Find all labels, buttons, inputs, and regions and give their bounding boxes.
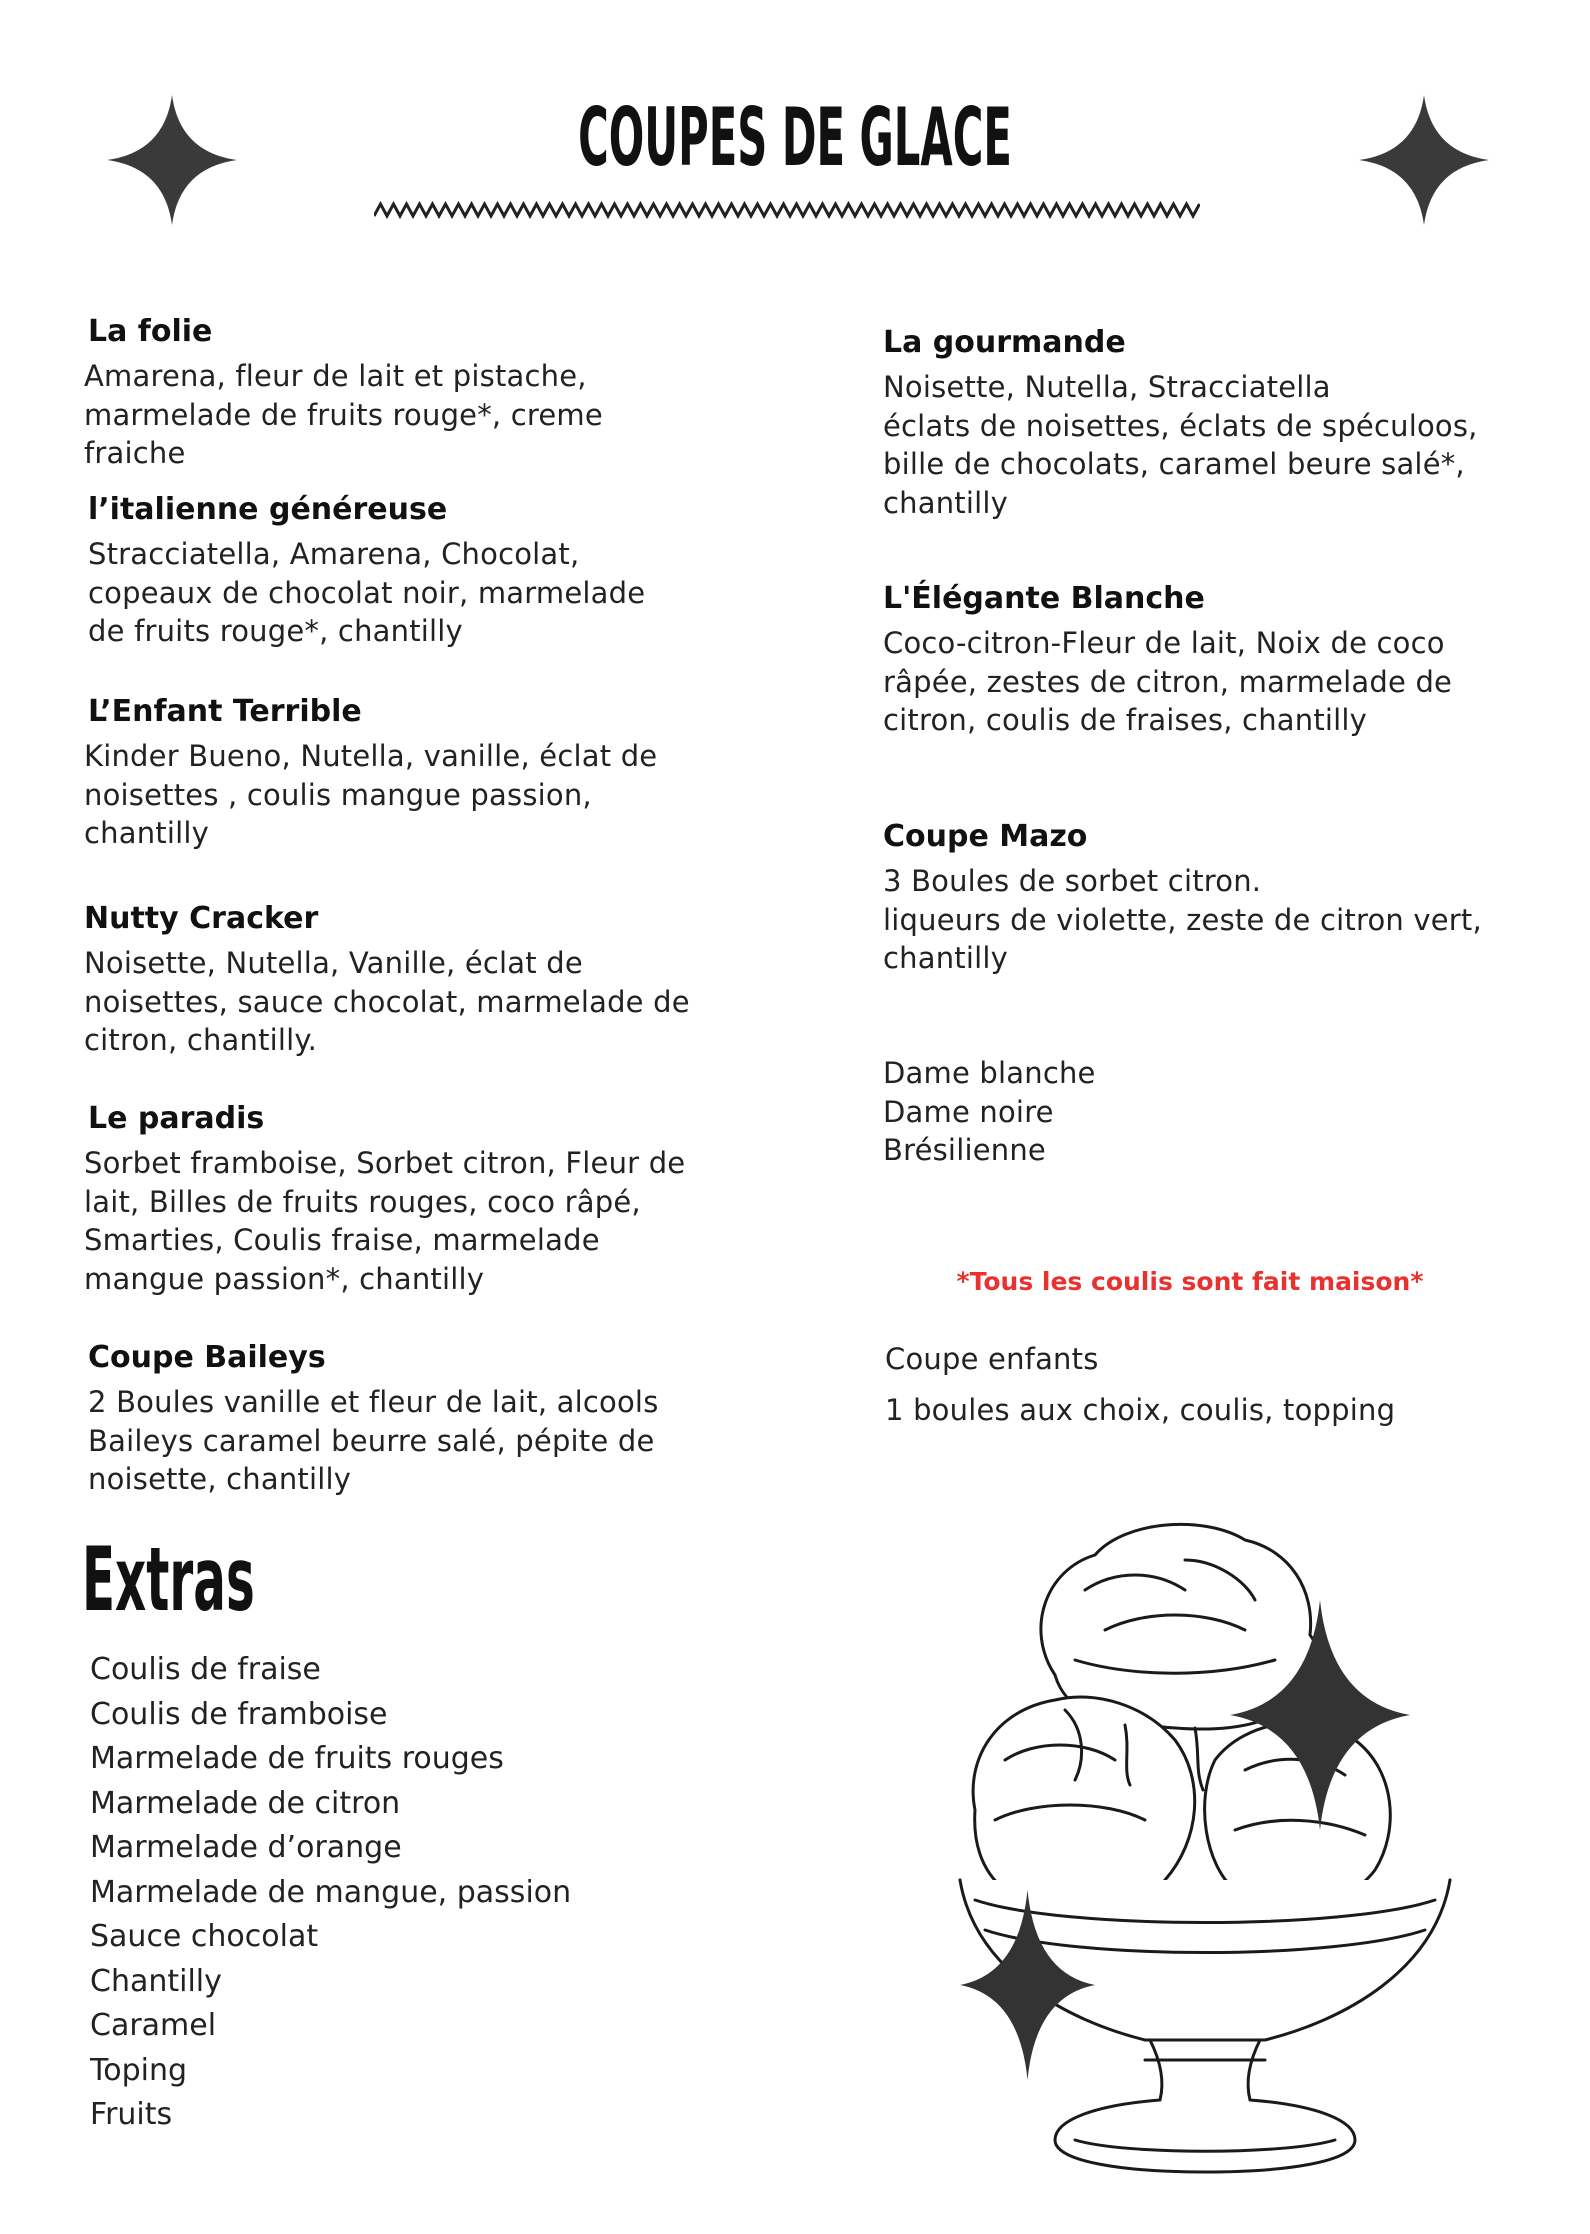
menu-item-elegante-blanche	[880, 580, 1560, 740]
extras-item: Marmelade de citron	[90, 1785, 401, 1821]
extras-item: Sauce chocolat	[90, 1919, 319, 1954]
item-description: Kinder Bueno, Nutella, vanille, éclat de noisettes , coulis mangue passion, chantilly	[84, 739, 658, 850]
item-description: 3 Boules de sorbet citron. liqueurs de violette, zeste de citron vert, chantilly	[883, 864, 1482, 975]
sparkle-star-icon	[104, 95, 240, 225]
classic-item: Dame noire	[883, 1094, 1054, 1129]
extras-item: Marmelade de fruits rouges	[90, 1741, 504, 1776]
ice-cream-sundae-illustration	[945, 1500, 1475, 2180]
item-description: 2 Boules vanille et fleur de lait, alcools Baileys caramel beurre salé, pépite de noisette, chantilly	[88, 1385, 659, 1496]
classic-item: Brésilienne	[883, 1133, 1046, 1167]
classic-item: Dame blanche	[883, 1056, 1096, 1090]
extras-item: Coulis de framboise	[90, 1696, 388, 1732]
extras-item: Fruits	[90, 2097, 173, 2132]
item-name: Coupe Mazo	[883, 819, 1088, 854]
menu-item-enfant-terrible	[84, 693, 764, 853]
item-description: Noisette, Nutella, Stracciatella éclats de noisettes, éclats de spéculoos, bille de chocolats, caramel beure salé*, chantilly	[883, 370, 1478, 520]
sparkle-star-icon	[960, 1890, 1095, 2080]
page-title: COUPES DE GLACE	[578, 91, 1012, 184]
item-name: L’Enfant Terrible	[88, 694, 362, 729]
item-description: Sorbet framboise, Sorbet citron, Fleur de lait, Billes de fruits rouges, coco râpé, Smarties, Coulis fraise, marmelade mangue passion*, chantilly	[84, 1146, 686, 1296]
extras-item: Coulis de fraise	[90, 1652, 321, 1687]
item-description: 1 boules aux choix, coulis, topping	[885, 1392, 1396, 1427]
item-name: L'Élégante Blanche	[883, 581, 1205, 616]
menu-item-coupe-enfants	[885, 1340, 1565, 1429]
homemade-coulis-note: *Tous les coulis sont fait maison*	[956, 1267, 1424, 1296]
menu-item-coupe-mazo	[880, 818, 1560, 978]
menu-item-italienne	[84, 491, 764, 651]
menu-item-le-paradis	[84, 1100, 764, 1298]
extras-item: Toping	[90, 2052, 188, 2088]
item-description: Stracciatella, Amarena, Chocolat, copeaux de chocolat noir, marmelade de fruits rouge*, chantilly	[88, 537, 646, 648]
menu-item-coupe-baileys	[84, 1339, 764, 1499]
menu-item-la-folie	[84, 313, 764, 473]
extras-item: Marmelade d’orange	[90, 1830, 402, 1865]
item-name: Coupe Baileys	[88, 1340, 326, 1375]
extras-item: Caramel	[90, 2008, 217, 2043]
item-description: Amarena, fleur de lait et pistache, marmelade de fruits rouge*, creme fraiche	[84, 359, 603, 470]
item-description: Noisette, Nutella, Vanille, éclat de noisettes, sauce chocolat, marmelade de citron, chantilly.	[84, 946, 690, 1057]
sparkle-star-icon	[1356, 95, 1492, 225]
extras-title: Extras	[82, 1528, 255, 1631]
item-name: l’italienne généreuse	[88, 492, 448, 527]
item-name: Nutty Cracker	[84, 901, 319, 936]
menu-item-la-gourmande	[880, 324, 1560, 522]
sparkle-star-icon	[1230, 1600, 1410, 1830]
item-name: Coupe enfants	[885, 1342, 1099, 1376]
item-name: La folie	[88, 314, 213, 349]
zigzag-divider	[374, 200, 1200, 220]
item-name: La gourmande	[883, 325, 1126, 360]
item-name: Le paradis	[88, 1101, 265, 1136]
menu-item-nutty-cracker	[84, 900, 764, 1060]
item-description: Coco-citron-Fleur de lait, Noix de coco râpée, zestes de citron, marmelade de citron, coulis de fraises, chantilly	[883, 626, 1453, 737]
classic-coupes-list	[883, 1054, 1563, 1170]
extras-item: Chantilly	[90, 1963, 222, 1999]
extras-list	[90, 1648, 571, 2138]
extras-item: Marmelade de mangue, passion	[90, 1874, 572, 1910]
